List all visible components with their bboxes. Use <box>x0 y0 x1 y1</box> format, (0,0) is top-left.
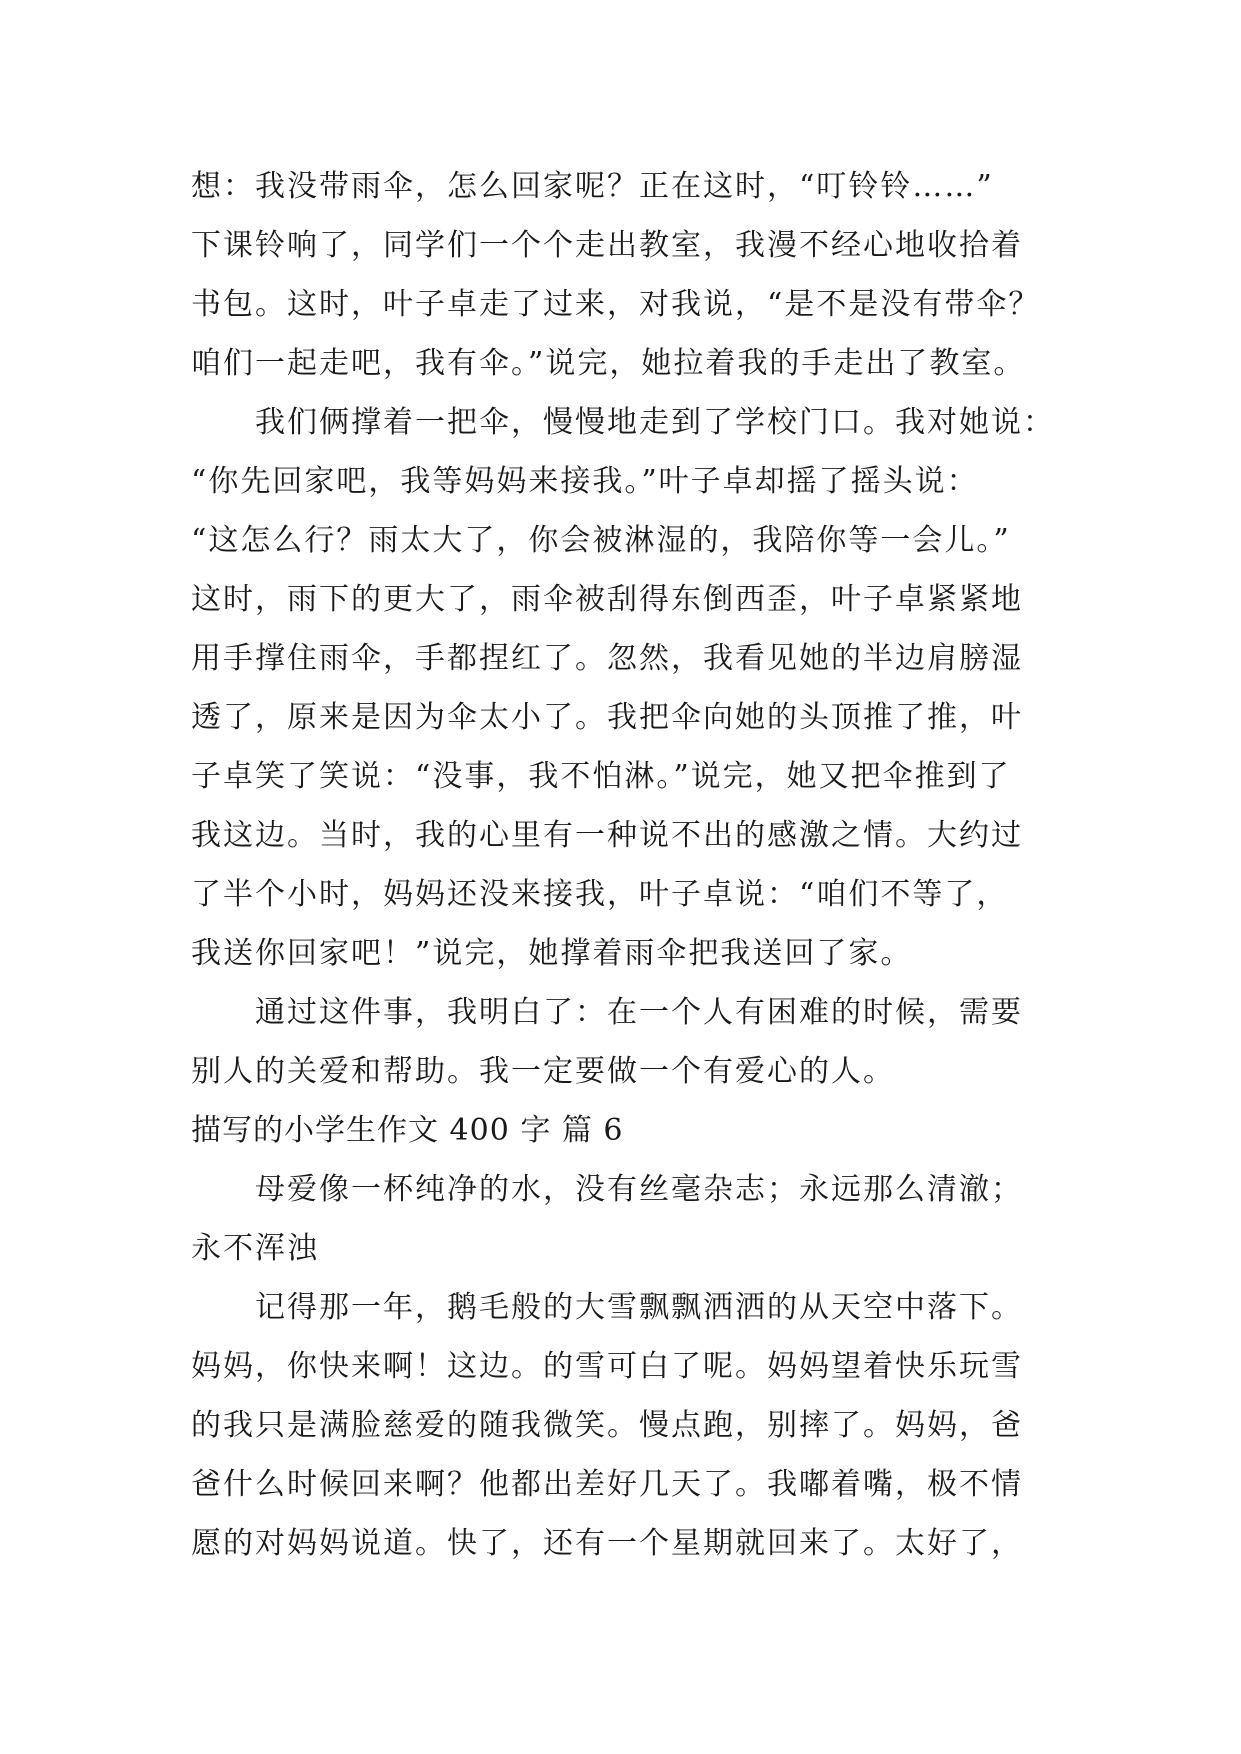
text-line: 子卓笑了笑说：“没事，我不怕淋。”说完，她又把伞推到了 <box>191 759 1011 794</box>
text-line: 愿的对妈妈说道。快了，还有一个星期就回来了。太好了， <box>191 1526 1023 1561</box>
text-line: 妈妈，你快来啊！这边。的雪可白了呢。妈妈望着快乐玩雪 <box>191 1349 1023 1384</box>
text-line: 了半个小时，妈妈还没来接我，叶子卓说：“咱们不等了， <box>191 877 1009 912</box>
paragraph-start-line: 记得那一年，鹅毛般的大雪飘飘洒洒的从天空中落下。 <box>255 1290 1023 1325</box>
section-heading: 描写的小学生作文 400 字 篇 6 <box>191 1113 624 1148</box>
document-body <box>191 157 1071 1573</box>
text-line: 书包。这时，叶子卓走了过来，对我说，“是不是没有带伞？ <box>191 287 1041 322</box>
text-line: 这时，雨下的更大了，雨伞被刮得东倒西歪，叶子卓紧紧地 <box>191 582 1023 617</box>
text-line: 下课铃响了，同学们一个个走出教室，我漫不经心地收拾着 <box>191 228 1023 263</box>
text-line: “这怎么行？雨太大了，你会被淋湿的，我陪你等一会儿。” <box>191 523 1011 558</box>
text-line: 的我只是满脸慈爱的随我微笑。慢点跑，别摔了。妈妈，爸 <box>191 1408 1023 1443</box>
text-line: 我这边。当时，我的心里有一种说不出的感激之情。大约过 <box>191 818 1023 853</box>
text-line: 透了，原来是因为伞太小了。我把伞向她的头顶推了推，叶 <box>191 700 1023 735</box>
text-line: 爸什么时候回来啊？他都出差好几天了。我嘟着嘴，极不情 <box>191 1467 1023 1502</box>
text-line: 永不浑浊 <box>191 1231 319 1266</box>
text-line: 用手撑住雨伞，手都捏红了。忽然，我看见她的半边肩膀湿 <box>191 641 1023 676</box>
text-line: 想：我没带雨伞，怎么回家呢？正在这时，“叮铃铃……” <box>191 169 994 204</box>
text-line: 咱们一起走吧，我有伞。”说完，她拉着我的手走出了教室。 <box>191 346 1026 381</box>
text-line: 我送你回家吧！”说完，她撑着雨伞把我送回了家。 <box>191 936 913 971</box>
text-line: “你先回家吧，我等妈妈来接我。”叶子卓却摇了摇头说： <box>191 464 979 499</box>
paragraph-start-line: 我们俩撑着一把伞，慢慢地走到了学校门口。我对她说： <box>255 405 1055 440</box>
paragraph-start-line: 母爱像一杯纯净的水，没有丝毫杂志；永远那么清澈； <box>255 1172 1023 1207</box>
paragraph-start-line: 通过这件事，我明白了：在一个人有困难的时候，需要 <box>255 995 1023 1030</box>
text-line: 别人的关爱和帮助。我一定要做一个有爱心的人。 <box>191 1054 895 1089</box>
